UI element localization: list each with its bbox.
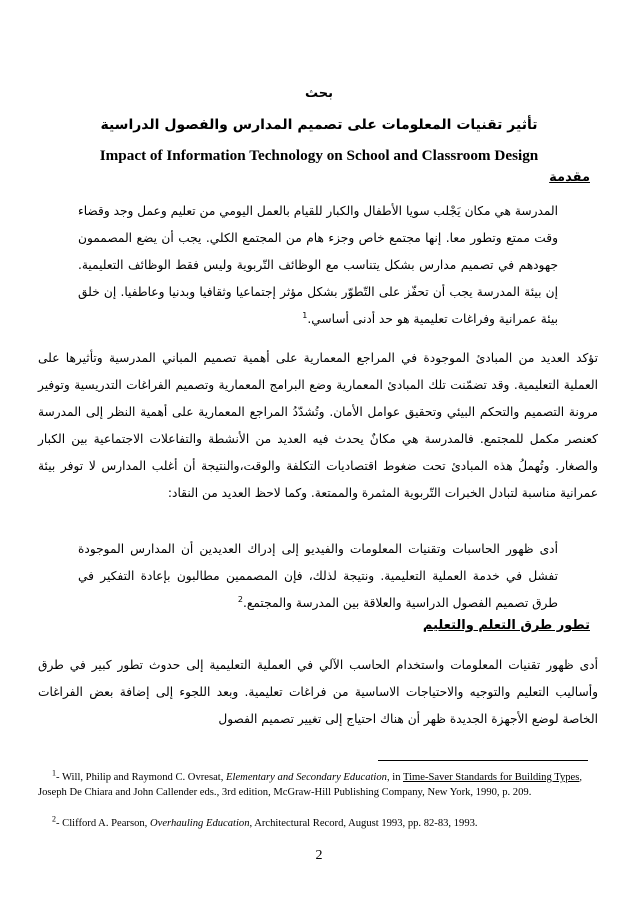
critics-quote bbox=[78, 536, 558, 617]
intro-paragraph-text: المدرسة هي مكان يَجْلب سويا الأطفال والكبار للقيام بالعمل اليومي من تعليم وعمل وجد وقضاء وقت ممتع وتطور معا. إنها مجتمع خاص وجزء هام من المجتمع الكلي. يجب أن يضع المصممون جهودهم في تصميم مدارس بشكل يتناسب مع الوظائف التّربوية وليس فقط الوظائف التعليمية. إن بيئة المدرسة يجب أن تحفّز على التّطوّر بشكل مؤثر إجتماعيا وثقافيا وبدنيا وعاطفيا. إن خلق بيئة عمرانية وفراغات تعليمية هو حد أدنى أساسي. bbox=[77, 204, 558, 326]
footnote-1-book-title: Time-Saver Standards for Building Types bbox=[402, 772, 580, 783]
learning-paragraph: أدى ظهور تقنيات المعلومات واستخدام الحاسب الآلي في العملية التعليمية إلى حدوث تطور كبير في طرق وأساليب التعليم والتوجيه والاحتياجات الاساسية من فراغات تعليمية. وبعد اللجوء إلى إضافة بعض الفراغات الخاصة لوضع الأجهزة الجديدة ظهر أن هناك احتياج إلى تغيير تصميم الفصول bbox=[38, 658, 598, 726]
footnote-1-number: 1 bbox=[52, 768, 56, 778]
footnote-ref-2: 2 bbox=[237, 594, 244, 604]
critics-quote-text: أدى ظهور الحاسبات وتقنيات المعلومات والفيديو إلى إدراك العديدين أن المدارس الموجودة تفشل في خدمة العملية التعليمية. ونتيجة لذلك، فإن المصممين مطالبون بإعادة التفكير في طرق تصميم الفصول الدراسية والعلاقة بين المدرسة والمجتمع. bbox=[78, 542, 558, 610]
intro-paragraph bbox=[78, 198, 558, 333]
section-heading-learning: تطور طرق التعلم والتعليم bbox=[422, 618, 590, 633]
intro-heading: مقدمة bbox=[549, 170, 590, 185]
page-number: 2 bbox=[315, 848, 323, 863]
english-title: Impact of Information Technology on School and Classroom Design bbox=[99, 147, 539, 164]
principles-paragraph: تؤكد العديد من المبادئ الموجودة في المراجع المعمارية على أهمية تصميم المباني المدرسية وتأثيرها على العملية التعليمية. وقد تضمّنت تلك المبادئ المعمارية وضع البرامج المعمارية وتصميم الفراغات التدريسية وتوفير مرونة التصميم والتحكم البيئي وتحقيق عوامل الأمان. وتُشدّدُ المراجع المعمارية على أهمية النظر إلى المدرسة كعنصر مكمل للمجتمع. فالمدرسة هي مكانٌ يحدث فيه العديد من الأنشطة والتفاعلات الاجتماعية بين الكبار والصغار. وتُهملُ هذه المبادئ تحت ضغوط اقتصاديات التكلفة والوقت،والنتيجة أن أغلب المدارس لا توفر بيئة عمرانية مناسبة لتبادل الخبرات التّربوية المثمرة والممتعة. وكما لاحظ العديد من النقاد: bbox=[38, 351, 598, 500]
footnote-separator bbox=[378, 760, 588, 761]
arabic-title: تأثير تقنيات المعلومات على تصميم المدارس والفصول الدراسية bbox=[100, 117, 538, 133]
footnote-1: $^1$- Will, Philip and Raymond C. Ovresat, Elementary and Secondary Education, in Time-Saver Standards for Building Types, Joseph De Chiara and John Callender eds., 3rd edition, McGraw-Hill Publishing Company, New York, 1990, p. 209. bbox=[38, 768, 583, 798]
footnote-2-number: 2 bbox=[52, 814, 56, 824]
research-label: بحث bbox=[304, 86, 333, 101]
footnote-ref-1: 1 bbox=[302, 310, 308, 320]
footnote-2: $^2$- Clifford A. Pearson, Overhauling Education, Architectural Record, August 1993, pp. 82-83, 1993. bbox=[52, 814, 478, 829]
